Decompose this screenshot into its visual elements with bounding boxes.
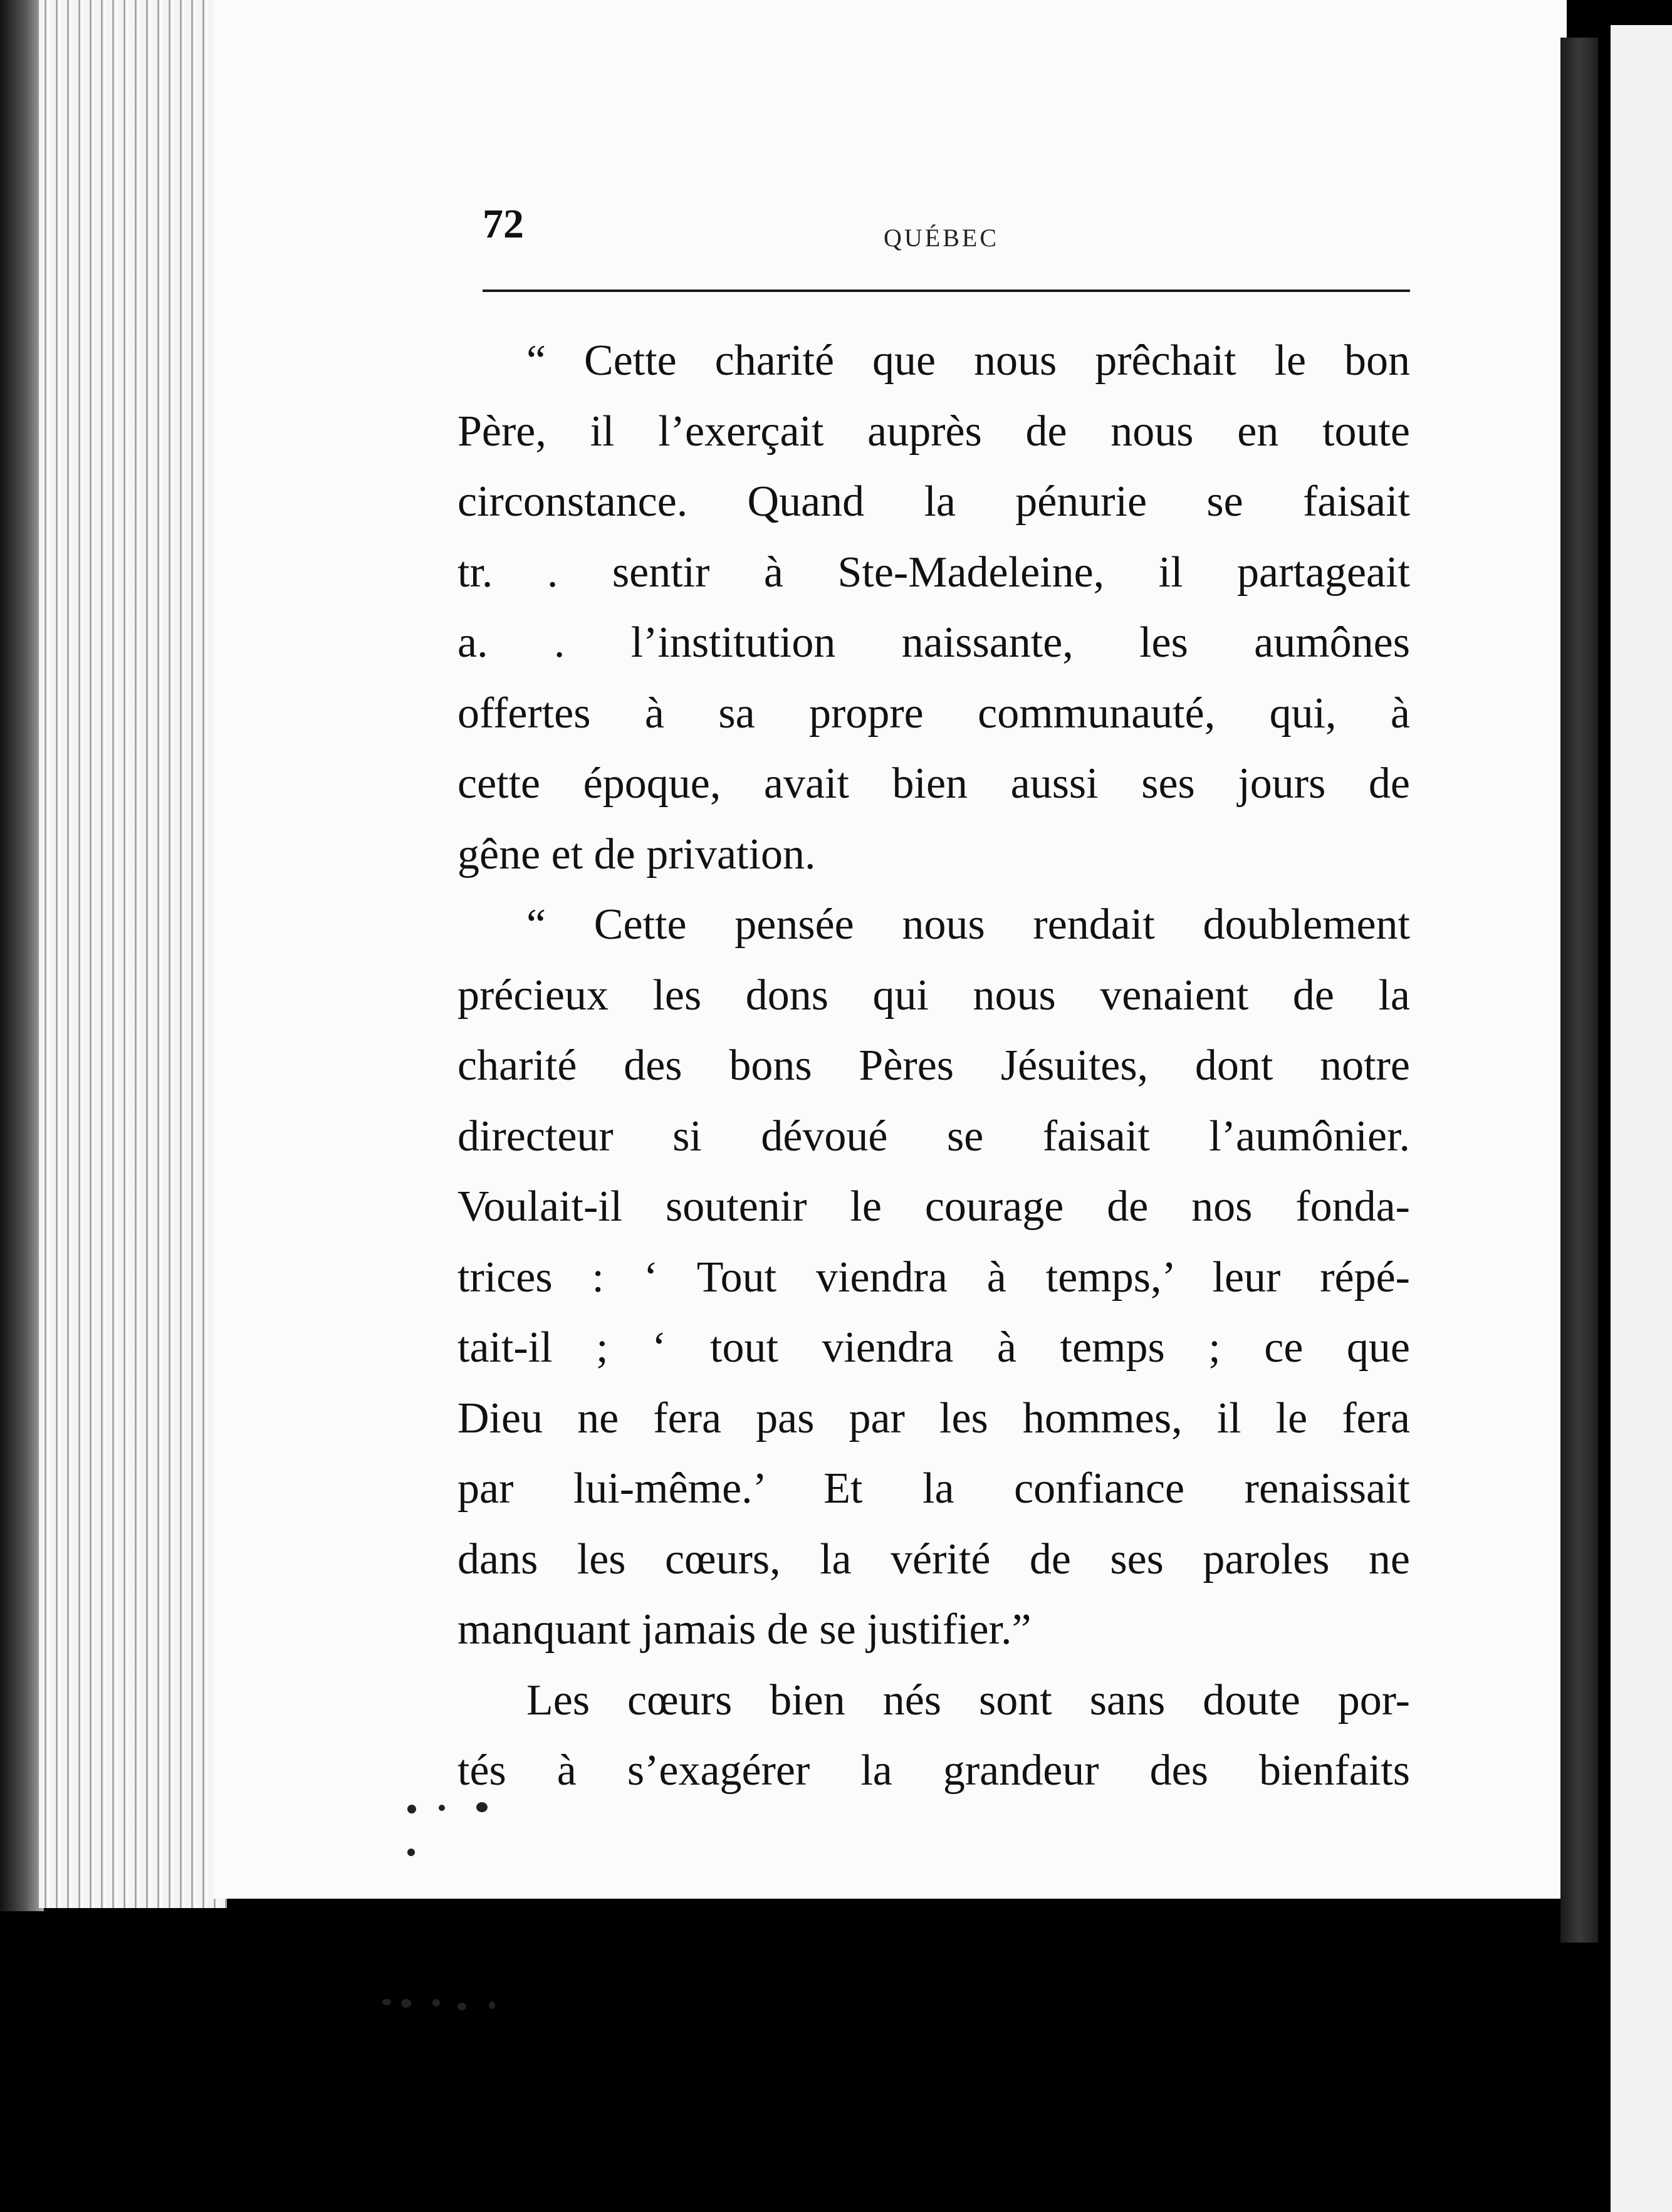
text-line: directeur si dévoué se faisait l’aumônier. xyxy=(457,1112,1410,1161)
header-rule xyxy=(483,290,1410,292)
text-line: manquant jamais de se justifier.” xyxy=(457,1605,1032,1654)
scan-speck xyxy=(439,1805,445,1811)
text-line: Père, il l’exerçait auprès de nous en toute xyxy=(457,407,1410,456)
scan-speck xyxy=(432,1999,440,2006)
text-line: gêne et de privation. xyxy=(457,830,816,879)
scan-speck xyxy=(489,2001,495,2009)
scan-speck xyxy=(407,1805,416,1813)
scan-speck xyxy=(457,2003,466,2010)
text-line: Les cœurs bien nés sont sans doute por- xyxy=(526,1676,1410,1724)
facing-page-strip xyxy=(1611,25,1672,2212)
text-line: charité des bons Pères Jésuites, dont notre xyxy=(457,1041,1410,1090)
scan-speck xyxy=(407,1849,415,1856)
text-line: Voulait-il soutenir le courage de nos fonda- xyxy=(457,1182,1410,1231)
text-line: tés à s’exagérer la grandeur des bienfaits xyxy=(457,1746,1410,1795)
scan-speck xyxy=(476,1802,488,1812)
running-title: QUÉBEC xyxy=(884,224,999,252)
body-text xyxy=(457,326,1410,1807)
text-line: cette époque, avait bien aussi ses jours de xyxy=(457,759,1410,808)
text-line: par lui-même.’ Et la confiance renaissait xyxy=(457,1464,1410,1513)
page-number: 72 xyxy=(483,201,524,247)
text-line: circonstance. Quand la pénurie se faisait xyxy=(457,477,1410,526)
text-line: “ Cette charité que nous prêchait le bon xyxy=(526,336,1410,385)
text-line: précieux les dons qui nous venaient de la xyxy=(457,971,1410,1020)
text-line: “ Cette pensée nous rendait doublement xyxy=(526,900,1410,949)
scan-speck xyxy=(401,1999,411,2008)
page-fore-edge xyxy=(1560,38,1598,1943)
scan-speck xyxy=(382,1999,391,2005)
text-line: trices : ‘ Tout viendra à temps,’ leur répé- xyxy=(457,1253,1410,1302)
book-spine-shadow xyxy=(0,0,44,1911)
stacked-page-edges xyxy=(39,0,227,1908)
text-line: a. . l’institution naissante, les aumônes xyxy=(457,618,1410,667)
text-line: Dieu ne fera pas par les hommes, il le fera xyxy=(457,1394,1410,1442)
text-line: tait-il ; ‘ tout viendra à temps ; ce que xyxy=(457,1323,1410,1372)
running-head xyxy=(483,201,1410,257)
text-line: dans les cœurs, la vérité de ses paroles ne xyxy=(457,1535,1410,1583)
text-line: offertes à sa propre communauté, qui, à xyxy=(457,689,1410,738)
text-line: tr. . sentir à Ste-Madeleine, il partageait xyxy=(457,548,1410,597)
